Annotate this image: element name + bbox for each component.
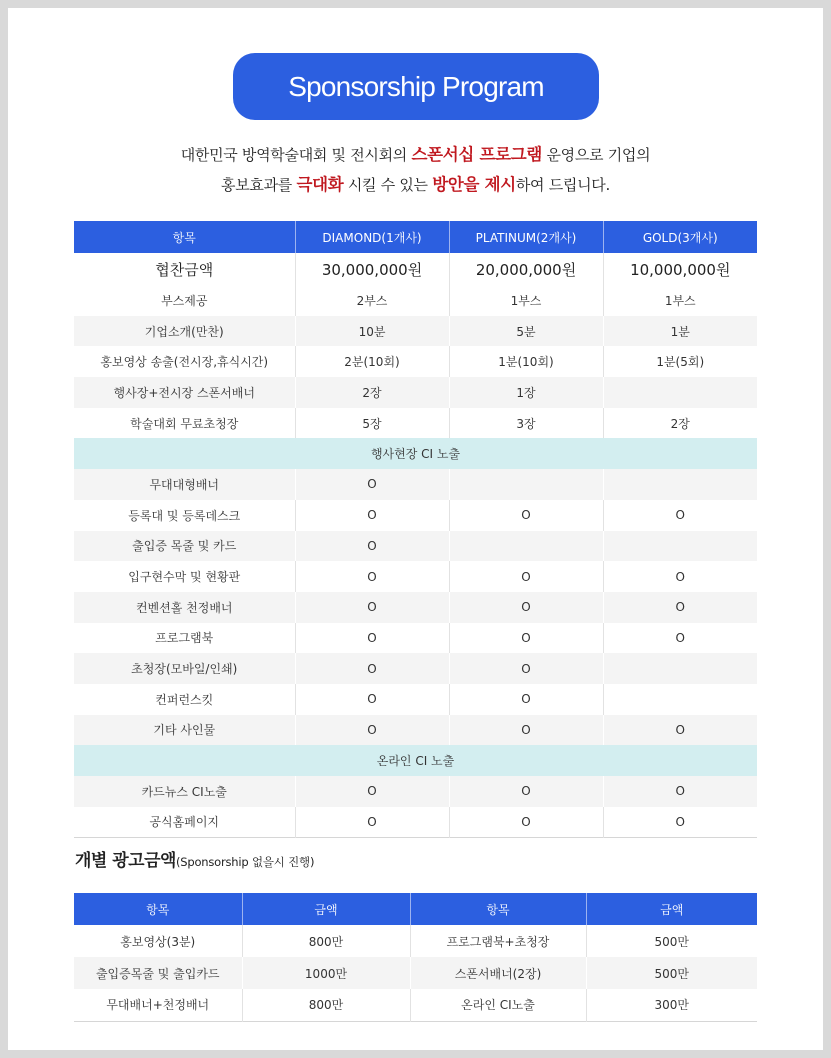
tier-value: O — [603, 776, 757, 807]
tier-value: O — [449, 623, 603, 654]
intro-text-part: 운영으로 기업의 — [542, 146, 651, 164]
ad-item-label: 무대배너+천정배너 — [74, 989, 242, 1021]
table-row — [74, 957, 757, 989]
tier-value: 5장 — [295, 408, 449, 439]
table-row — [74, 469, 757, 500]
tier-value: O — [295, 623, 449, 654]
tier-value: O — [449, 592, 603, 623]
tier-value — [603, 653, 757, 684]
tier-value — [449, 531, 603, 562]
program-title: Sponsorship Program — [288, 70, 544, 102]
table-row — [74, 715, 757, 746]
intro-highlight: 극대화 — [296, 175, 344, 194]
tier-value: O — [295, 500, 449, 531]
item-label: 등록대 및 등록데스크 — [74, 500, 295, 531]
section-row — [74, 438, 757, 469]
item-label: 학술대회 무료초청장 — [74, 408, 295, 439]
table-row — [74, 684, 757, 715]
item-label: 협찬금액 — [74, 253, 295, 285]
ad-item-label: 출입증목줄 및 출입카드 — [74, 957, 242, 989]
ad-section-note: (Sponsorship 없을시 진행) — [175, 855, 315, 869]
ad-item-label: 홍보영상(3분) — [74, 925, 242, 957]
tier-value: 1부스 — [603, 285, 757, 316]
section-label: 행사현장 CI 노출 — [74, 438, 757, 469]
tier-value: 1분 — [603, 316, 757, 347]
ad-price-value: 1000만 — [242, 957, 410, 989]
tier-value: O — [449, 715, 603, 746]
table-row — [74, 925, 757, 957]
intro-text-part: 홍보효과를 — [221, 176, 297, 194]
table-row — [74, 807, 757, 838]
header-cell: GOLD(3개사) — [603, 221, 757, 253]
tier-value: O — [449, 561, 603, 592]
tier-value: O — [295, 807, 449, 838]
intro-text-part: 시킬 수 있는 — [343, 176, 433, 194]
item-label: 출입증 목줄 및 카드 — [74, 531, 295, 562]
tier-value — [603, 531, 757, 562]
tier-value: 10분 — [295, 316, 449, 347]
sponsorship-header-row — [74, 221, 757, 253]
program-title-badge — [233, 53, 599, 120]
tier-value: O — [295, 561, 449, 592]
tier-value: O — [295, 469, 449, 500]
item-label: 입구현수막 및 현황판 — [74, 561, 295, 592]
header-cell: 항목 — [74, 893, 242, 925]
tier-value: O — [603, 807, 757, 838]
table-row — [74, 561, 757, 592]
ad-price-value: 300만 — [586, 989, 757, 1021]
ad-price-table — [74, 893, 757, 1022]
item-label: 공식홈페이지 — [74, 807, 295, 838]
tier-value: O — [449, 776, 603, 807]
tier-value — [603, 469, 757, 500]
tier-value: 30,000,000원 — [295, 253, 449, 285]
intro-text-part: 하여 드립니다. — [515, 176, 610, 194]
table-row — [74, 989, 757, 1021]
ad-price-value: 500만 — [586, 925, 757, 957]
item-label: 홍보영상 송출(전시장,휴식시간) — [74, 346, 295, 377]
tier-value — [603, 377, 757, 408]
tier-value — [603, 684, 757, 715]
item-label: 컨벤션홀 천정배너 — [74, 592, 295, 623]
section-label: 온라인 CI 노출 — [74, 745, 757, 776]
table-row — [74, 346, 757, 377]
intro-highlight: 방안을 제시 — [432, 175, 516, 194]
ad-price-value: 800만 — [242, 989, 410, 1021]
tier-value: O — [295, 592, 449, 623]
tier-value: 2분(10회) — [295, 346, 449, 377]
tier-value: O — [449, 807, 603, 838]
item-label: 프로그램북 — [74, 623, 295, 654]
ad-price-table-body — [74, 925, 757, 1021]
tier-value: 1분(5회) — [603, 346, 757, 377]
tier-value: 1부스 — [449, 285, 603, 316]
item-label: 카드뉴스 CI노출 — [74, 776, 295, 807]
ad-price-value: 500만 — [586, 957, 757, 989]
tier-value: 20,000,000원 — [449, 253, 603, 285]
item-label: 기타 사인물 — [74, 715, 295, 746]
tier-value: O — [449, 500, 603, 531]
tier-value: 1분(10회) — [449, 346, 603, 377]
tier-value: O — [603, 592, 757, 623]
ad-item-label: 프로그램북+초청장 — [410, 925, 586, 957]
item-label: 부스제공 — [74, 285, 295, 316]
tier-value: 2부스 — [295, 285, 449, 316]
tier-value: O — [295, 684, 449, 715]
sponsorship-table-body — [74, 253, 757, 837]
tier-value: O — [295, 776, 449, 807]
tier-value: O — [603, 561, 757, 592]
table-row — [74, 285, 757, 316]
tier-value: 10,000,000원 — [603, 253, 757, 285]
section-row — [74, 745, 757, 776]
table-row — [74, 408, 757, 439]
table-row — [74, 623, 757, 654]
header-cell: 금액 — [586, 893, 757, 925]
ad-section-title — [75, 846, 314, 871]
sponsorship-table — [74, 221, 757, 838]
table-row — [74, 776, 757, 807]
table-row — [74, 316, 757, 347]
item-label: 기업소개(만찬) — [74, 316, 295, 347]
intro-text — [8, 140, 823, 200]
item-label: 초청장(모바일/인쇄) — [74, 653, 295, 684]
item-label: 행사장+전시장 스폰서배너 — [74, 377, 295, 408]
tier-value: 1장 — [449, 377, 603, 408]
table-row — [74, 531, 757, 562]
tier-value: 2장 — [603, 408, 757, 439]
item-label: 컨퍼런스킷 — [74, 684, 295, 715]
ad-item-label: 스폰서배너(2장) — [410, 957, 586, 989]
tier-value — [449, 469, 603, 500]
tier-value: 5분 — [449, 316, 603, 347]
header-cell: 항목 — [410, 893, 586, 925]
table-row — [74, 592, 757, 623]
intro-line-1 — [8, 140, 823, 170]
tier-value: O — [603, 623, 757, 654]
tier-value: O — [449, 653, 603, 684]
item-label: 무대대형배너 — [74, 469, 295, 500]
tier-value: O — [449, 684, 603, 715]
tier-value: O — [603, 715, 757, 746]
intro-line-2 — [8, 170, 823, 200]
tier-value: O — [295, 715, 449, 746]
header-cell: DIAMOND(1개사) — [295, 221, 449, 253]
intro-text-part: 대한민국 방역학술대회 및 전시회의 — [180, 146, 412, 164]
header-cell: 금액 — [242, 893, 410, 925]
table-row — [74, 653, 757, 684]
page — [8, 8, 823, 1050]
ad-price-value: 800만 — [242, 925, 410, 957]
ad-section-heading: 개별 광고금액 — [75, 851, 176, 871]
tier-value: O — [295, 531, 449, 562]
tier-value: 2장 — [295, 377, 449, 408]
header-cell: 항목 — [74, 221, 295, 253]
table-row — [74, 377, 757, 408]
table-row — [74, 500, 757, 531]
ad-item-label: 온라인 CI노출 — [410, 989, 586, 1021]
intro-highlight: 스폰서십 프로그램 — [411, 145, 542, 164]
tier-value: O — [603, 500, 757, 531]
tier-value: O — [295, 653, 449, 684]
header-cell: PLATINUM(2개사) — [449, 221, 603, 253]
ad-header-row — [74, 893, 757, 925]
tier-value: 3장 — [449, 408, 603, 439]
amount-row — [74, 253, 757, 285]
